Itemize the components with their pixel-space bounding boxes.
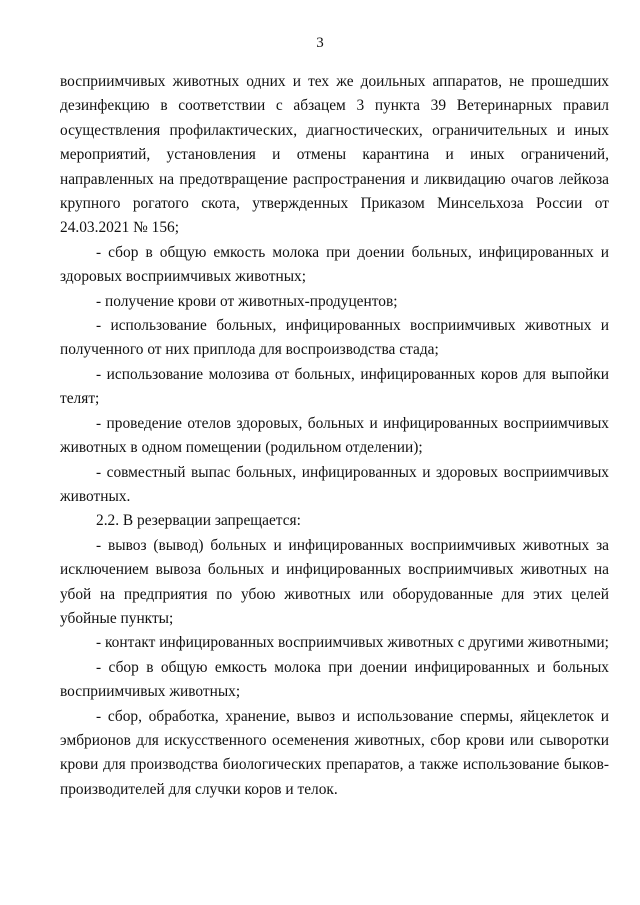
list-item-blood-from-producers: - получение крови от животных-продуцентов; — [96, 292, 398, 310]
list-item-use-for-reproduction: - использование больных, инфицированных восприимчивых животных и полученного от них приплода для воспроизводства стада; — [60, 317, 609, 359]
list-item-removal-of-animals: - вывоз (вывод) больных и инфицированных восприимчивых животных за исключением вывоза больных и инфицированных восприимчивых животных на убой на предприятия по убою животных или оборудованные для этих целей убойные пункты; — [60, 536, 609, 627]
list-item-joint-grazing: - совместный выпас больных, инфицированных и здоровых восприимчивых животных. — [60, 463, 609, 505]
paragraph-continuation: восприимчивых животных одних и тех же доильных аппаратов, не прошедших дезинфекцию в соответствии с абзацем 3 пункта 39 Ветеринарных правил осуществления профилактических, диагностических, ограничительных и иных мероприятий, установления и отмены карантина и иных ограничений, направленных на предотвращение распространения и ликвидацию очагов лейкоза крупного рогатого скота, утвержденных Приказом Минсельхоза России от 24.03.2021 № 156; — [60, 73, 609, 237]
list-item-colostrum-use: - использование молозива от больных, инфицированных коров для выпойки телят; — [60, 365, 609, 408]
page-number: 3 — [316, 35, 324, 51]
document-body — [60, 70, 609, 802]
list-item-common-milk-collection: - сбор в общую емкость молока при доении больных, инфицированных и здоровых восприимчивых животных; — [60, 243, 609, 286]
list-item-milk-collection-infected: - сбор в общую емкость молока при доении инфицированных и больных восприимчивых животных; — [60, 658, 609, 701]
list-item-contact-with-animals: - контакт инфицированных восприимчивых животных с другими животными; — [96, 634, 609, 652]
list-item-calving-one-room: - проведение отелов здоровых, больных и инфицированных восприимчивых животных в одном помещении (родильном отделении); — [60, 414, 609, 457]
list-item-semen-embryos-blood: - сбор, обработка, хранение, вывоз и использование спермы, яйцеклеток и эмбрионов для искусственного осеменения животных, сбор крови или сыворотки крови для производства биологических препаратов, а также использование быков-производителей для случки коров и телок. — [60, 707, 609, 798]
section-heading-2-2: 2.2. В резервации запрещается: — [96, 512, 301, 530]
